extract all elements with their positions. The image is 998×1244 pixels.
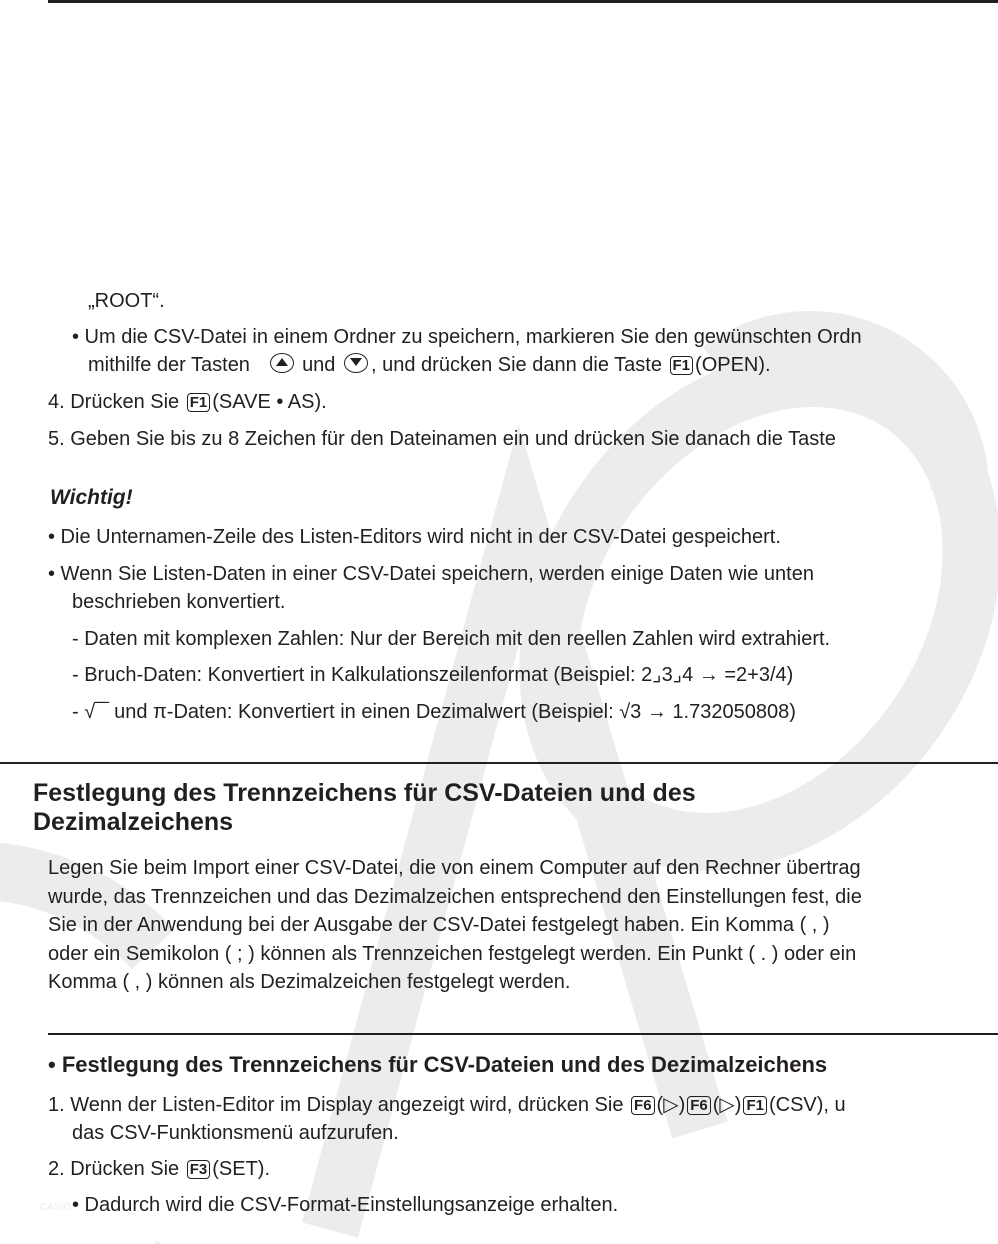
important-title: Wichtig! (50, 486, 133, 509)
down-arrow-icon (350, 358, 362, 366)
procedure-step-1 (48, 1092, 846, 1119)
section-rule (0, 762, 998, 764)
f1-key: F1 (743, 1096, 767, 1115)
bullet-save-text-b: und (302, 354, 336, 376)
root-fragment: „ROOT“. (88, 290, 165, 312)
up-arrow-icon (276, 358, 288, 366)
up-arrow-key (270, 353, 294, 373)
bullet-save-text-d: (OPEN). (695, 354, 771, 376)
step-5: 5. Geben Sie bis zu 8 Zeichen für den Dateinamen ein und drücken Sie danach die Taste (48, 428, 836, 450)
section-heading-line-1: Festlegung des Trennzeichens für CSV-Dateien und des (33, 779, 696, 807)
procedure-step-2-text-b: (SET). (212, 1158, 271, 1180)
procedure-title: • Festlegung des Trennzeichens für CSV-Dateien und des Dezimalzeichens (48, 1052, 828, 1077)
procedure-step-2 (48, 1156, 270, 1183)
f6-key: F6 (631, 1096, 655, 1115)
f3-key: F3 (187, 1160, 211, 1179)
important-sub-3: - √‾‾ und π-Daten: Konvertiert in einen Dezimalwert (Beispiel: √3 → 1.732050808) (72, 701, 796, 723)
bullet-save-line-1: • Um die CSV-Datei in einem Ordner zu speichern, markieren Sie den gewünschten Ordn (72, 326, 862, 348)
important-item-1: • Die Unternamen-Zeile des Listen-Editors wird nicht in der CSV-Datei gespeichert. (48, 526, 781, 548)
important-item-2-line-1: • Wenn Sie Listen-Daten in einer CSV-Datei speichern, werden einige Daten wie unten (48, 563, 814, 585)
important-item-2-line-2: beschrieben konvertiert. (72, 591, 286, 613)
section-para-line-1: Legen Sie beim Import einer CSV-Datei, die von einem Computer auf den Rechner übertrag (48, 857, 861, 879)
watermark-text: CASIO (40, 1202, 72, 1213)
section-para-line-5: Komma ( , ) können als Dezimalzeichen festgelegt werden. (48, 971, 571, 993)
bullet-save-text-a: mithilfe der Tasten (88, 354, 250, 376)
step-4-text-b: (SAVE • AS). (212, 391, 327, 413)
section-heading-line-2: Dezimalzeichens (33, 808, 234, 836)
section-para-line-2: wurde, das Trennzeichen und das Dezimalzeichen entsprechend den Einstellungen fest, die (48, 886, 862, 908)
procedure-step-1-text-a: 1. Wenn der Listen-Editor im Display angezeigt wird, drücken Sie (48, 1094, 624, 1116)
f1-key: F1 (187, 393, 211, 412)
procedure-step-1-line-2: das CSV-Funktionsmenü aufzurufen. (72, 1122, 399, 1144)
bullet-save-text-c: , und drücken Sie dann die Taste (371, 354, 662, 376)
procedure-rule (48, 1033, 998, 1035)
right-triangle-1: (▷) (656, 1094, 686, 1116)
procedure-bullet: • Dadurch wird die CSV-Format-Einstellungsanzeige erhalten. (72, 1194, 619, 1216)
f1-key: F1 (670, 356, 694, 375)
down-arrow-key (344, 353, 368, 373)
important-sub-1: - Daten mit komplexen Zahlen: Nur der Bereich mit den reellen Zahlen wird extrahiert. (72, 628, 831, 650)
bullet-save-line-2 (88, 352, 771, 379)
f6-key: F6 (687, 1096, 711, 1115)
procedure-step-2-text-a: 2. Drücken Sie (48, 1158, 180, 1180)
section-para-line-3: Sie in der Anwendung bei der Ausgabe der CSV-Datei festgelegt haben. Ein Komma ( , ) (48, 914, 830, 936)
section-para-line-4: oder ein Semikolon ( ; ) können als Trennzeichen festgelegt werden. Ein Punkt ( . ) oder ein (48, 943, 857, 965)
important-sub-2: - Bruch-Daten: Konvertiert in Kalkulationszeilenformat (Beispiel: 2⌟3⌟4 → =2+3/4) (72, 664, 794, 686)
top-rule (48, 0, 998, 3)
step-4-text-a: 4. Drücken Sie (48, 391, 180, 413)
procedure-step-1-text-b: (CSV), u (768, 1094, 846, 1116)
right-triangle-2: (▷) (712, 1094, 742, 1116)
step-4 (48, 389, 327, 416)
